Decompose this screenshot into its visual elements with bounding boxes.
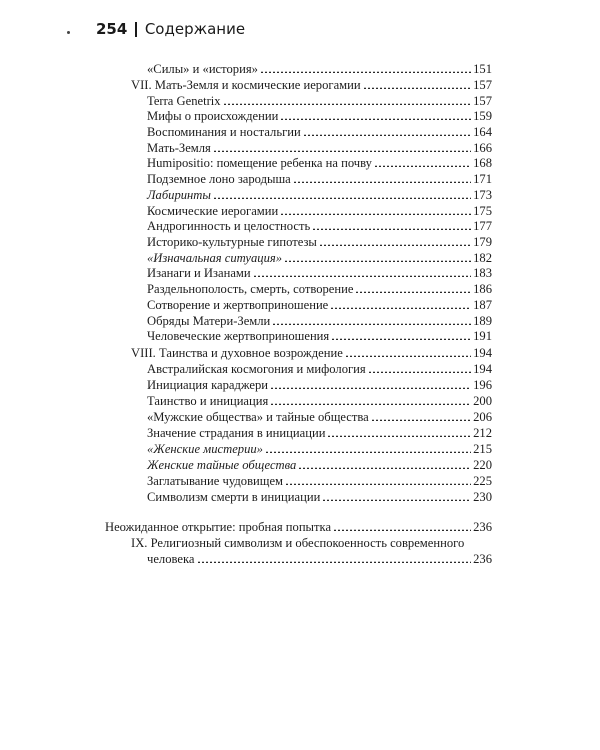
toc-entry: Лабиринты 173 bbox=[147, 188, 492, 202]
toc-entry: Обряды Матери-Земли 189 bbox=[147, 314, 492, 328]
toc-entry: Заглатывание чудовищем 225 bbox=[147, 474, 492, 488]
toc-entry: Мать-Земля 166 bbox=[147, 141, 492, 155]
toc-entry: «Силы» и «история» 151 bbox=[147, 62, 492, 76]
toc-entry: Terra Genetrix 157 bbox=[147, 94, 492, 108]
toc-entry: Раздельнополость, смерть, сотворение 186 bbox=[147, 282, 492, 296]
toc-entry: «Мужские общества» и тайные общества 206 bbox=[147, 410, 492, 424]
toc-entry: Инициация караджери 196 bbox=[147, 378, 492, 392]
toc-entry: Таинство и инициация 200 bbox=[147, 394, 492, 408]
running-title: Содержание bbox=[144, 20, 246, 38]
header-divider bbox=[135, 22, 137, 37]
toc-entry: Сотворение и жертвоприношение 187 bbox=[147, 298, 492, 312]
toc-entry: VII. Мать-Земля и космические иерогамии 157 bbox=[131, 78, 492, 92]
toc-entry-line: IX. Религиозный символизм и обеспокоенность современного bbox=[131, 536, 465, 550]
toc-entry: человека 236 bbox=[147, 552, 492, 566]
margin-mark bbox=[67, 31, 70, 34]
toc-entry: Символизм смерти в инициации 230 bbox=[147, 490, 492, 504]
toc-entry: Австралийская космогония и мифология 194 bbox=[147, 362, 492, 376]
running-header bbox=[96, 20, 245, 38]
page-number: 254 bbox=[96, 20, 128, 38]
toc-entry: Подземное лоно зародыша 171 bbox=[147, 172, 492, 186]
toc-entry: Воспоминания и ностальгии 164 bbox=[147, 125, 492, 139]
toc-entry: «Изначальная ситуация» 182 bbox=[147, 251, 492, 265]
toc-entry: Космические иерогамии 175 bbox=[147, 204, 492, 218]
toc-entry: Человеческие жертвоприношения 191 bbox=[147, 329, 492, 343]
toc-entry: Неожиданное открытие: пробная попытка 236 bbox=[105, 520, 492, 534]
toc-entry: Андрогинность и целостность 177 bbox=[147, 219, 492, 233]
toc-entry: Значение страдания в инициации 212 bbox=[147, 426, 492, 440]
toc-entry: Humipositio: помещение ребенка на почву 168 bbox=[147, 156, 492, 170]
toc-entry: Мифы о происхождении 159 bbox=[147, 109, 492, 123]
toc-entry: Женские тайные общества 220 bbox=[147, 458, 492, 472]
toc-entry: Историко-культурные гипотезы 179 bbox=[147, 235, 492, 249]
toc-entry: «Женские мистерии» 215 bbox=[147, 442, 492, 456]
toc-entry: VIII. Таинства и духовное возрождение 194 bbox=[131, 346, 492, 360]
toc-entry: Изанаги и Изанами 183 bbox=[147, 266, 492, 280]
